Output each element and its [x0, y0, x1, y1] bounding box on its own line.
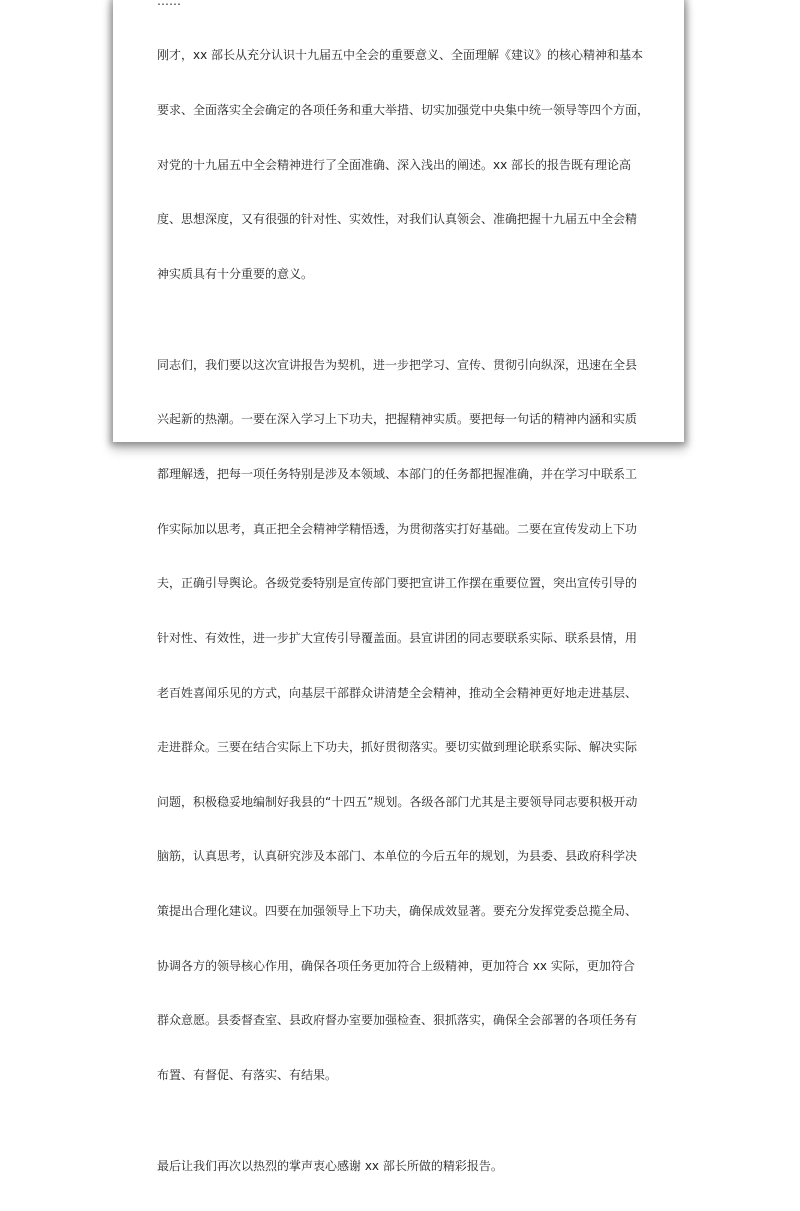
text-line: 最后让我们再次以热烈的掌声衷心感谢 xx 部长所做的精彩报告。: [157, 1158, 503, 1173]
text-line: 要求、全面落实全会确定的各项任务和重大举措、切实加强党中央集中统一领导等四个方面，: [157, 103, 650, 118]
text-line: 对党的十九届五中全会精神进行了全面准确、深入浅出的阐述。xx 部长的报告既有理论高: [157, 157, 632, 172]
text-line: 兴起新的热潮。一要在深入学习上下功夫，把握精神实质。要把每一句话的精神内涵和实质: [157, 412, 638, 427]
text-line: 群众意愿。县委督查室、县政府督办室要加强检查、狠抓落实，确保全会部署的各项任务有: [157, 1013, 638, 1028]
text-line: 策提出合理化建议。四要在加强领导上下功夫，确保成效显著。要充分发挥党委总揽全局、: [157, 903, 638, 918]
text-line: 布置、有督促、有落实、有结果。: [157, 1067, 338, 1082]
text-line: 夫，正确引导舆论。各级党委特别是宣传部门要把宣讲工作摆在重要位置，突出宣传引导的: [157, 576, 638, 591]
continuation-ellipsis: ……: [157, 0, 181, 8]
text-line: 问题，积极稳妥地编制好我县的“十四五”规划。各级各部门尤其是主要领导同志要积极开动: [157, 794, 638, 809]
text-line: 神实质具有十分重要的意义。: [157, 266, 314, 281]
document-page: [113, 0, 684, 1173]
text-line: 作实际加以思考，真正把全会精神学精悟透，为贯彻落实打好基础。二要在宣传发动上下功: [157, 521, 638, 536]
text-line: 同志们，我们要以这次宣讲报告为契机，进一步把学习、宣传、贯彻引向纵深，迅速在全县: [157, 357, 638, 372]
text-line: 走进群众。三要在结合实际上下功夫，抓好贯彻落实。要切实做到理论联系实际、解决实际: [157, 740, 638, 755]
paragraph-opening: [157, 10, 650, 319]
paragraph-tasks: [157, 319, 647, 1120]
text-line: 刚才，xx 部长从充分认识十九届五中全会的重要意义、全面理解《建议》的核心精神和基本: [157, 48, 644, 63]
text-line: 协调各方的领导核心作用，确保各项任务更加符合上级精神，更加符合 xx 实际，更加符合: [157, 958, 635, 973]
text-line: 老百姓喜闻乐见的方式，向基层干部群众讲清楚全会精神，推动全会精神更好地走进基层、: [157, 685, 638, 700]
text-line: 度、思想深度，又有很强的针对性、实效性，对我们认真领会、准确把握十九届五中全会精: [157, 212, 638, 227]
document-body: [157, 0, 650, 1211]
text-line: 脑筋，认真思考，认真研究涉及本部门、本单位的今后五年的规划，为县委、县政府科学决: [157, 849, 638, 864]
text-line: 都理解透，把每一项任务特别是涉及本领域、本部门的任务都把握准确，并在学习中联系工: [157, 467, 638, 482]
text-line: 针对性、有效性，进一步扩大宣传引导覆盖面。县宣讲团的同志要联系实际、联系县情，用: [157, 630, 638, 645]
paragraph-closing: [157, 1120, 647, 1211]
